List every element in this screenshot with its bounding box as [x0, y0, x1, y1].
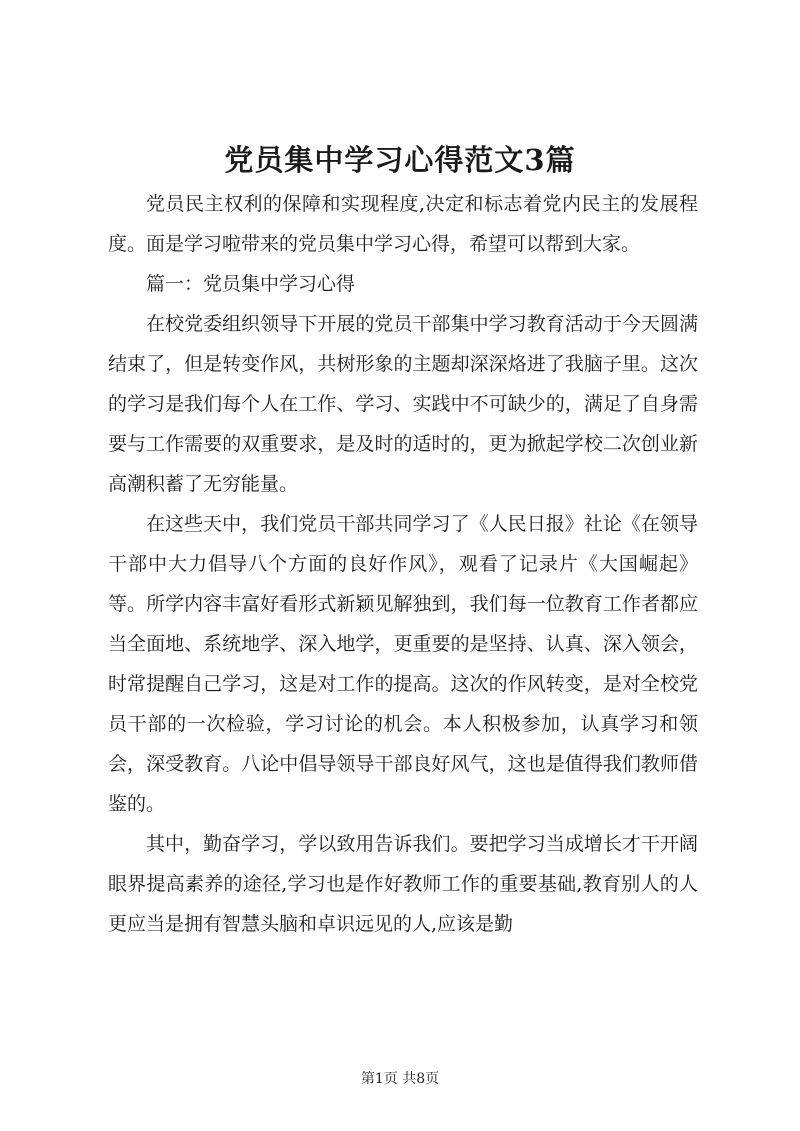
document-body: [108, 184, 698, 944]
section-heading: 篇一：党员集中学习心得: [146, 273, 356, 295]
intro-paragraph: 党员民主权利的保障和实现程度,决定和标志着党内民主的发展程度。面是学习啦带来的党员集中学习心得，希望可以帮到大家。: [108, 193, 698, 255]
page-footer: 第1页 共8页: [360, 1071, 440, 1087]
body-paragraph: 其中，勤奋学习，学以致用告诉我们。要把学习当成增长才干开阔眼界提高素养的途径,学习也是作好教师工作的重要基础,教育别人的人更应当是拥有智慧头脑和卓识远见的人,应该是勤: [108, 833, 698, 935]
body-paragraph: 在这些天中，我们党员干部共同学习了《人民日报》社论《在领导干部中大力倡导八个方面的良好作风》，观看了记录片《大国崛起》等。所学内容丰富好看形式新颖见解独到，我们每一位教育工作者都应当全面地、系统地学、深入地学，更重要的是坚持、认真、深入领会，时常提醒自己学习，这是对工作的提高。这次的作风转变，是对全校党员干部的一次检验，学习讨论的机会。本人积极参加，认真学习和领会，深受教育。八论中倡导领导干部良好风气，这也是值得我们教师借鉴的。: [108, 513, 698, 815]
document-title: 党员集中学习心得范文3篇: [224, 143, 576, 177]
body-paragraph: 在校党委组织领导下开展的党员干部集中学习教育活动于今天圆满结束了，但是转变作风，共树形象的主题却深深烙进了我脑子里。这次的学习是我们每个人在工作、学习、实践中不可缺少的，满足了自身需要与工作需要的双重要求，是及时的适时的，更为掀起学校二次创业新高潮积蓄了无穷能量。: [108, 313, 698, 495]
